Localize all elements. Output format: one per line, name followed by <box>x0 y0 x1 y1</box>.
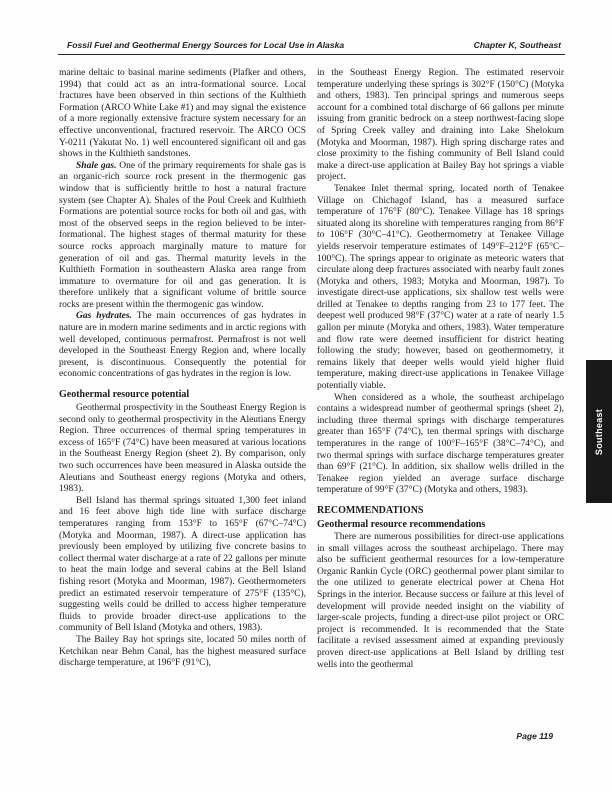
body-paragraph <box>59 635 306 670</box>
chapter-edge-tab <box>586 360 612 503</box>
section-heading: Geothermal resource potential <box>59 389 190 401</box>
paragraph-text: marine deltaic to basinal marine sediments (Plafker and others, 1994) that could act as an intra-formational source. Local fractures have been observed in thin sections of the Kulthieth Formation (ARCO White Lake #1) and may signal the existence of a more regionally extensive fracture system necessary for an effective unconventional, fractured reservoir. The ARCO OCS Y-0211 (Yakutat No. 1) well encountered significant oil and gas shows in the Kulthieth sandstones. <box>59 68 306 160</box>
running-header <box>58 40 565 50</box>
paragraph-text: There are numerous possibilities for direct-use applications in small villages across the southeast archipelago. There may also be sufficient geothermal resources for a low-temperature Organic Rankin Cycle (ORC) geothermal power plant similar to the one utilized to generate electrical power at Chena Hot Springs in the interior. Because success or failure at this level of development will provide needed insight on the viability of larger-scale projects, funding a direct-use pilot project or ORC project is recommended. It is recommended that the State facilitate a revised assessment aimed at expanding previously proven direct-use applications at Bell Island by drilling test wells into the geothermal <box>317 531 564 670</box>
page-footer <box>516 731 553 741</box>
paragraph-text: One of the primary requirements for shale gas is an organic-rich source rock present in the thermogenic gas window that is sufficiently brittle to host a natural fracture system (see Chapter A). Shales of the Poul Creek and Kulthieth Formations are potential source rocks for both oil and gas, with most of the observed seeps in the region believed to be inter-formational. The highest stages of thermal maturity for these source rocks approach marginally mature to mature for generation of oil and gas. Thermal maturity levels in the Kulthieth Formation in southeastern Alaska area range from immature to overmature for oil and gas generation. It is therefore unlikely that a significant volume of brittle source rocks are present within the thermogenic gas window. <box>59 160 307 310</box>
page-number: Page 119 <box>516 731 553 741</box>
right-column <box>317 68 564 671</box>
left-column <box>59 68 306 671</box>
edge-tab-label: Southeast <box>594 408 604 455</box>
body-paragraph <box>317 393 564 497</box>
header-title: Fossil Fuel and Geothermal Energy Sources for Local Use in Alaska <box>67 40 345 50</box>
body-columns <box>59 68 564 671</box>
section-subheading: Geothermal resource recommendations <box>317 518 486 530</box>
header-chapter: Chapter K, Southeast <box>473 40 561 50</box>
paragraph-lead: Shale gas. <box>76 160 117 171</box>
body-paragraph <box>59 311 306 381</box>
paragraph-text: When considered as a whole, the southeast archipelago contains a widespread number of geothermal springs (sheet 2), including three thermal springs with discharge temperatures greater than 165°F (74°C), ten thermal springs with discharge temperatures in the range of 100°F–165°F (38°C–74°C), and two thermal springs with surface discharge temperatures greater than 69°F (21°C). In addition, six shallow wells drilled in the Tenakee region yielded an average surface discharge temperature of 99°F (37°C) (Motyka and others, 1983). <box>317 392 564 496</box>
body-paragraph <box>59 68 306 161</box>
paragraph-text: The Bailey Bay hot springs site, located 50 miles north of Ketchikan near Behm Canal, has the highest measured surface discharge temperature, at 196°F (91°C), <box>59 634 306 669</box>
paragraph-text: Bell Island has thermal springs situated 1,300 feet inland and 16 feet above high tide line with surface discharge temperatures ranging from 153°F to 165°F (67°C–74°C) (Motyka and Moorman, 1987). A direct-use application has previously been employed by utilizing five concrete basins to collect thermal water discharge at a rate of 22 gallons per minute to heat the main lodge and several cabins at the Bell Island fishing resort (Motyka and Moorman, 1987). Geothermometers predict an estimated reservoir temperature of 275°F (135°C), suggesting wells could be drilled to access higher temperature fluids to provide broader direct-use applications to the community of Bell Island (Motyka and others, 1983). <box>59 495 306 634</box>
paragraph-text: Geothermal prospectivity in the Southeast Energy Region is second only to geothermal prospectivity in the Aleutians Energy Region. Three occurrences of thermal spring temperatures in excess of 165°F (74°C) have been measured at various locations in the Southeast Energy Region (sheet 2). By comparison, only two such occurrences have been measured in Alaska outside the Aleutians and Southeast energy regions (Motyka and others, 1983). <box>59 403 306 495</box>
body-paragraph <box>59 403 306 496</box>
body-paragraph <box>317 532 564 671</box>
body-paragraph <box>59 496 306 635</box>
paragraph-text: The main occurrences of gas hydrates in nature are in modern marine sediments and in arctic regions with well developed, continuous permafrost. Permafrost is not well developed in the Southeast Energy Region and, where locally present, is discontinuous. Consequently the potential for economic concentrations of gas hydrates in the region is low. <box>59 311 306 380</box>
body-paragraph <box>317 184 564 393</box>
paragraph-text: in the Southeast Energy Region. The estimated reservoir temperature underlying these springs is 302°F (150°C) (Motyka and others, 1983). Ten principal springs and numerous seeps account for a combined total discharge of 66 gallons per minute issuing from granitic bedrock on a steep northwest-facing slope of Spring Creek valley and draining into Lake Shelokum (Motyka and Moorman, 1987). High spring discharge rates and close proximity to the fishing community of Bell Island could make a direct-use application at Bailey Bay hot springs a viable project. <box>317 68 564 183</box>
body-paragraph <box>317 68 564 184</box>
header-rule <box>58 54 565 55</box>
paragraph-lead: Gas hydrates. <box>76 311 132 322</box>
body-paragraph <box>59 161 306 312</box>
paragraph-text: Tenakee Inlet thermal spring, located north of Tenakee Village on Chichagof Island, has a measured surface temperature of 176°F (80°C). Tenakee Village has 18 springs situated along its shoreline with temperatures ranging from 86°F to 106°F (30°C–41°C). Geothermometry at Tenakee Village yields reservoir temperature estimates of 149°F–212°F (65°C–100°C). The springs appear to originate as meteoric waters that circulate along deep fractures associated with nearby fault zones (Motyka and others, 1983; Motyka and Moorman, 1987). To investigate direct-use applications, six shallow test wells were drilled at Tenakee to depths ranging from 23 to 177 feet. The deepest well produced 98°F (37°C) water at a rate of nearly 1.5 gallon per minute (Motyka and others, 1983). Water temperature and flow rate were deemed insufficient for district heating following the study; however, based on geothermometry, it remains likely that deeper wells would yield higher fluid temperature, making direct-use applications in Tenakee Village potentially viable. <box>317 183 564 392</box>
section-heading: RECOMMENDATIONS <box>317 504 424 516</box>
